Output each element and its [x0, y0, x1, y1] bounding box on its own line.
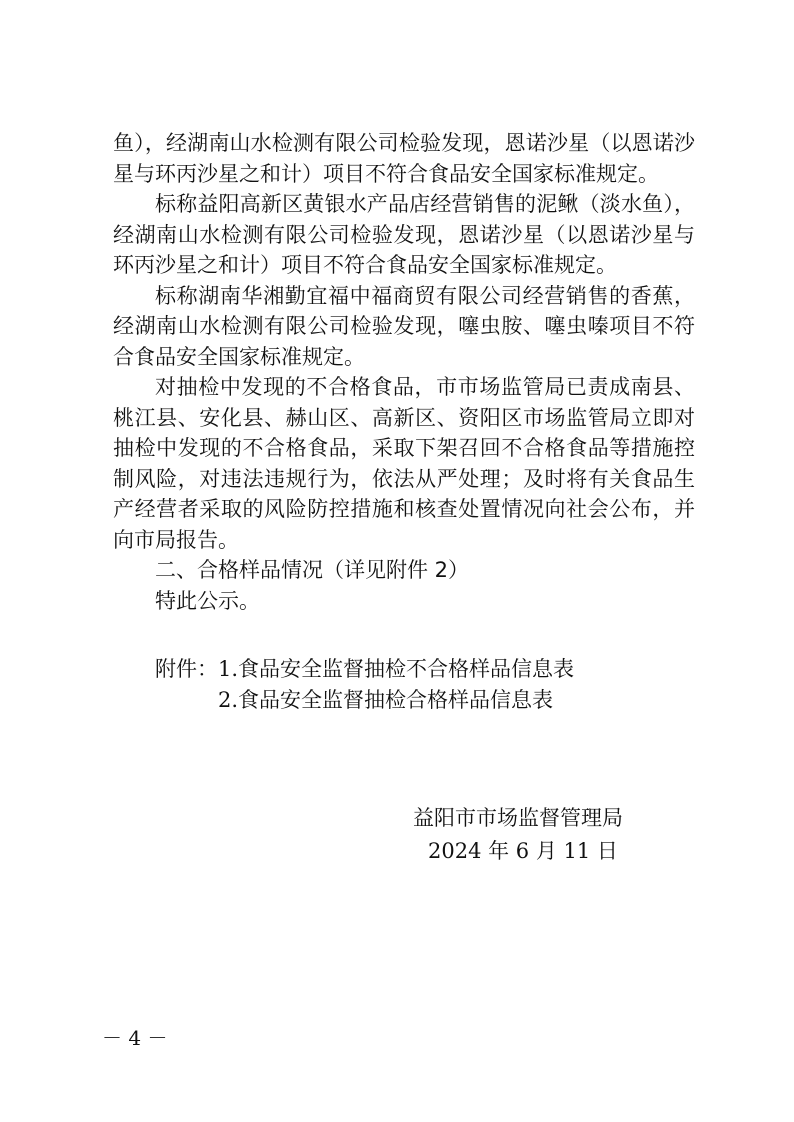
document-body	[113, 128, 695, 715]
section-heading: 二、合格样品情况（详见附件 2）	[155, 558, 470, 582]
signature-date: 2024 年 6 月 11 日	[428, 839, 618, 863]
page-number: － 4 －	[102, 1026, 168, 1050]
paragraph-4: 对抽检中发现的不合格食品，市市场监管局已责成南县、桃江县、安化县、赫山区、高新区、资阳区市场监管局立即对抽检中发现的不合格食品，采取下架召回不合格食品等措施控制风险，对违法违规行为，依法从严处理；及时将有关食品生产经营者采取的风险防控措施和核查处置情况向社会公布，并向市局报告。	[113, 375, 695, 552]
attachments-block	[113, 654, 695, 715]
paragraph-1: 鱼），经湖南山水检测有限公司检验发现，恩诺沙星（以恩诺沙星与环丙沙星之和计）项目不符合食品安全国家标准规定。	[113, 131, 695, 186]
closing-text: 特此公示。	[155, 588, 260, 613]
attachment-row-1	[155, 654, 695, 685]
attachment-row-2	[155, 685, 695, 716]
signature-org: 益阳市市场监督管理局	[413, 806, 623, 830]
attachments-label: 附件：	[155, 657, 218, 681]
paragraph-2: 标称益阳高新区黄银水产品店经营销售的泥鳅（淡水鱼），经湖南山水检测有限公司检验发现，恩诺沙星（以恩诺沙星与环丙沙星之和计）项目不符合食品安全国家标准规定。	[113, 192, 695, 277]
signature-block	[413, 802, 623, 868]
attachment-item-1: 1.食品安全监督抽检不合格样品信息表	[218, 657, 575, 681]
paragraph-3: 标称湖南华湘勤宜福中福商贸有限公司经营销售的香蕉，经湖南山水检测有限公司检验发现，噻虫胺、噻虫嗪项目不符合食品安全国家标准规定。	[113, 283, 695, 369]
attachment-item-2: 2.食品安全监督抽检合格样品信息表	[218, 687, 554, 712]
